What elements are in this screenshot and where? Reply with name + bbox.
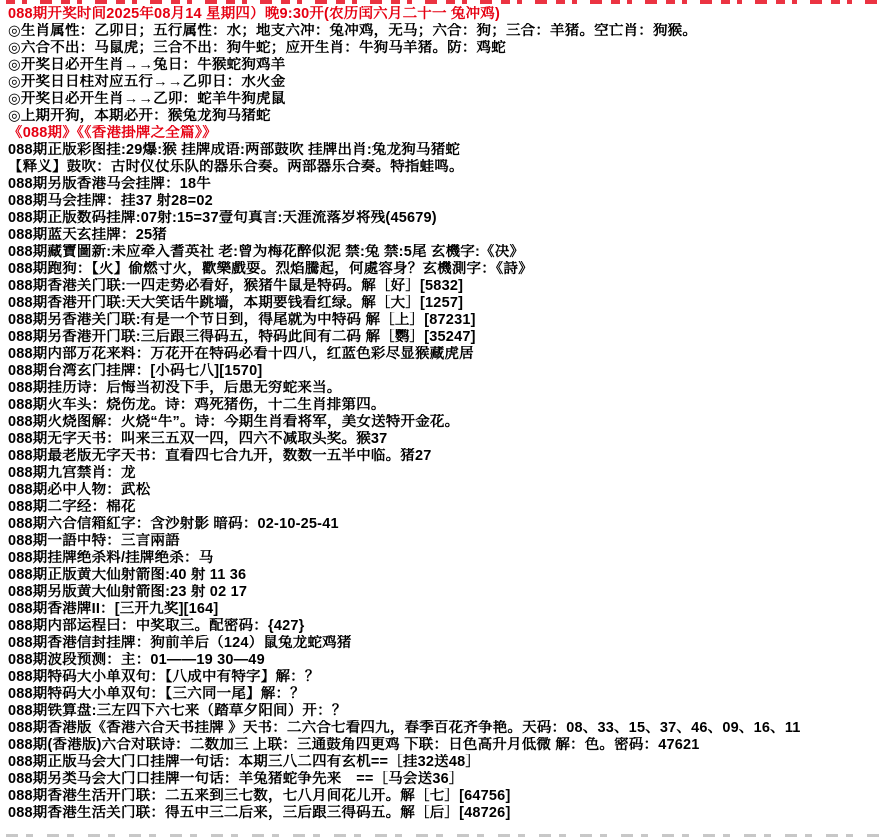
- text-line: ◎生肖属性：乙卯日；五行属性：水；地支六冲：兔冲鸡，无马；六合：狗；三合：羊猪。空亡肖：狗猴。: [8, 23, 698, 39]
- text-line: 088期跑狗：【火】偷燃寸火，歡樂戲耍。烈焰騰起，何處容身？玄機測字：《詩》: [8, 261, 533, 277]
- text-line: 088期二字经：棉花: [8, 499, 136, 515]
- text-line: 088期六合信箱紅字：含沙射影 暗码：02-10-25-41: [8, 516, 339, 532]
- text-line: 088期另类马会大门口挂牌一句话：羊兔猪蛇争先来 ==［马会送36］: [8, 771, 464, 787]
- text-line: 088期最老版无字天书：直看四七合九开，数数一五半中临。猪27: [8, 448, 432, 464]
- text-line: 【释义】鼓吹：古时仪仗乐队的器乐合奏。两部器乐合奏。特指蛙鸣。: [8, 159, 464, 175]
- text-line: 088期正版数码挂牌:07射:15=37壹句真言:天涯流落岁将残(45679): [8, 210, 437, 226]
- clipped-top-text-remnant: [6, 0, 886, 4]
- text-line: ◎六合不出：马鼠虎；三合不出：狗牛蛇；应开生肖：牛狗马羊猪。防：鸡蛇: [8, 40, 506, 56]
- text-line: 088期蓝天玄挂牌：25猪: [8, 227, 167, 243]
- text-line: 088期火车头：烧伤龙。诗：鸡死猪伤，十二生肖排第四。: [8, 397, 386, 413]
- text-line: 088期九宫禁肖：龙: [8, 465, 136, 481]
- text-line: 088期无字天书：叫来三五双一四，四六不减取头奖。猴37: [8, 431, 388, 447]
- text-line: 088期正版黄大仙射箭图:40 射 11 36: [8, 567, 247, 583]
- text-line: 088期挂牌绝杀料/挂牌绝杀：马: [8, 550, 214, 566]
- text-line: 088期香港信封挂牌：狗前羊后（124）鼠兔龙蛇鸡猪: [8, 635, 352, 651]
- text-line: 088期香港生活开门联：二五来到三七数，七八月间花儿开。解［七］[64756]: [8, 788, 511, 804]
- text-line: ◎开奖日必开生肖→→乙卯：蛇羊牛狗虎鼠: [8, 91, 286, 107]
- text-line: 088期铁算盘:三左四下六七来（踏草夕阳间）开：？: [8, 703, 347, 719]
- text-line: 088期挂历诗：后悔当初没下手，后患无穷蛇来当。: [8, 380, 342, 396]
- text-line: 088期台湾玄门挂牌：[小码七八][1570]: [8, 363, 263, 379]
- text-line: 088期香港关门联:一四走势必看好，猴猪牛鼠是特码。解［好］[5832]: [8, 278, 464, 294]
- text-line: 088期火烧图解：火烧“牛”。诗：今期生肖看将军，美女送特开金花。: [8, 414, 460, 430]
- text-line: 088期香港生活关门联：得五中三二后来，三后跟三得码五。解［后］[48726]: [8, 805, 511, 821]
- text-line: 088期香港版《香港六合天书挂牌 》天书：二六合七看四九，春季百花齐争艳。天码：08、33、15、37、46、09、16、11: [8, 720, 801, 736]
- red-text-line: 088期开奖时间2025年08月14 星期四）晚9:30开(农历闰六月二十一 兔冲鸡): [8, 6, 501, 22]
- text-line: 088期另版黄大仙射箭图:23 射 02 17: [8, 584, 248, 600]
- text-line: 088期一語中特：三言兩語: [8, 533, 180, 549]
- text-line: 088期内部万花来料：万花开在特码必看十四八，红蓝色彩尽显猴藏虎居: [8, 346, 474, 362]
- text-line: 088期特码大小单双句：【八成中有特字】解：？: [8, 669, 320, 685]
- text-line: 088期必中人物：武松: [8, 482, 151, 498]
- text-line: 088期香港牌II：[三开九奖][164]: [8, 601, 219, 617]
- text-line: ◎上期开狗，本期必开：猴兔龙狗马猪蛇: [8, 108, 271, 124]
- text-line: 088期香港开门联:天大笑话牛跳墙，本期要钱看红绿。解［大］[1257]: [8, 295, 464, 311]
- text-line: 088期内部运程曰：中奖取三。配密码：{427}: [8, 618, 305, 634]
- text-line: ◎开奖日日柱对应五行→→乙卯日：水火金: [8, 74, 286, 90]
- text-line: 088期另版香港马会挂牌：18牛: [8, 176, 212, 192]
- text-line: 088期波段预测：主：01——19 30—49: [8, 652, 265, 668]
- red-text-line: 《088期》《《香港掛牌之全篇》》: [8, 125, 217, 141]
- text-line: 088期另香港关门联:有是一个节日到，得尾就为中特码 解［上］[87231]: [8, 312, 476, 328]
- text-line: 088期(香港版)六合对联诗：二数加三 上联：三通鼓角四更鸡 下联：日色高升月低微 解：色。密码：47621: [8, 737, 700, 753]
- text-line: 088期另香港开门联:三后跟三得码五，特码此间有二码 解［鹦］[35247]: [8, 329, 476, 345]
- text-line: 088期正版马会大门口挂牌一句话：本期三八二四有玄机==［挂32送48］: [8, 754, 481, 770]
- text-lines-container: [8, 6, 894, 822]
- text-line: 088期特码大小单双句：【三六同一尾】解：？: [8, 686, 305, 702]
- text-line: ◎开奖日必开生肖→→兔日：牛猴蛇狗鸡羊: [8, 57, 286, 73]
- text-line: 088期正版彩图挂:29爆:猴 挂牌成语:两部鼓吹 挂牌出肖:兔龙狗马猪蛇: [8, 142, 461, 158]
- text-line: 088期藏寶圖新:未应牵入耆英社 老:曾为梅花醉似泥 禁:兔 禁:5尾 玄機字:《决》: [8, 244, 525, 260]
- text-line: 088期马会挂牌：挂37 射28=02: [8, 193, 213, 209]
